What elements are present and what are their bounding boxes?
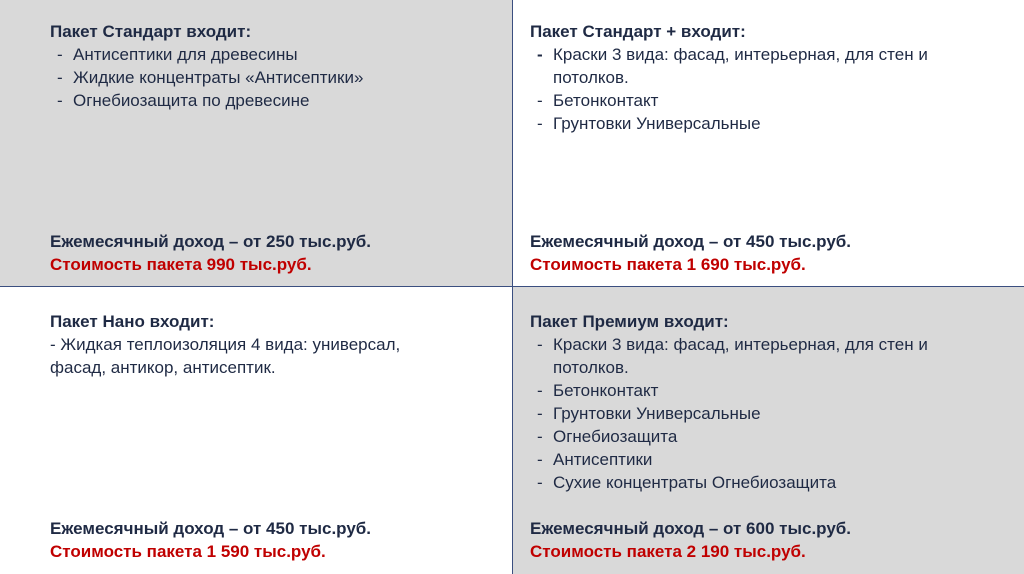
- monthly-income: Ежемесячный доход – от 450 тыс.руб.: [530, 232, 851, 251]
- package-footer: [50, 517, 503, 563]
- list-item: [530, 43, 1004, 89]
- package-premium-content: [530, 310, 1004, 494]
- package-footer: [530, 230, 1014, 276]
- package-title: Пакет Стандарт входит:: [50, 22, 252, 41]
- list-dash: -: [537, 473, 543, 492]
- package-standard-plus: [513, 0, 1024, 286]
- list-item: [50, 43, 493, 66]
- list-item: [530, 402, 1004, 425]
- package-items: [50, 43, 493, 112]
- list-item-text: Антисептики: [553, 450, 653, 469]
- list-item: [530, 89, 1004, 112]
- monthly-income: Ежемесячный доход – от 450 тыс.руб.: [50, 519, 371, 538]
- list-item-text: Огнебиозащита по древесине: [73, 91, 310, 110]
- package-items: [530, 333, 1004, 494]
- package-items: [530, 43, 1004, 135]
- list-item-text: Бетонконтакт: [553, 381, 659, 400]
- package-standard-plus-content: [530, 20, 1004, 135]
- package-description: - Жидкая теплоизоляция 4 вида: универсал, фасад, антикор, антисептик.: [50, 335, 401, 377]
- horizontal-divider: [0, 286, 1024, 287]
- monthly-income: Ежемесячный доход – от 600 тыс.руб.: [530, 519, 851, 538]
- list-item-text: Бетонконтакт: [553, 91, 659, 110]
- list-item: [530, 333, 1004, 379]
- package-title: Пакет Стандарт + входит:: [530, 22, 746, 41]
- package-price: Стоимость пакета 990 тыс.руб.: [50, 255, 312, 274]
- package-standard: [0, 0, 513, 286]
- list-dash: -: [537, 427, 543, 446]
- package-nano-content: [50, 310, 453, 379]
- package-premium: [513, 286, 1024, 574]
- package-title: Пакет Премиум входит:: [530, 312, 729, 331]
- package-price: Стоимость пакета 1 590 тыс.руб.: [50, 542, 326, 561]
- list-dash: -: [537, 335, 543, 354]
- list-item: [530, 425, 1004, 448]
- list-item: [50, 66, 493, 89]
- package-standard-content: [50, 20, 493, 112]
- list-item-text: Краски 3 вида: фасад, интерьерная, для стен и потолков.: [553, 45, 928, 87]
- list-item-text: Краски 3 вида: фасад, интерьерная, для стен и потолков.: [553, 335, 928, 377]
- package-nano: [0, 286, 513, 574]
- package-footer: [530, 517, 1014, 563]
- list-dash: -: [537, 381, 543, 400]
- package-footer: [50, 230, 503, 276]
- list-item-text: Грунтовки Универсальные: [553, 114, 761, 133]
- package-price: Стоимость пакета 1 690 тыс.руб.: [530, 255, 806, 274]
- list-item: [530, 471, 1004, 494]
- list-item: [530, 448, 1004, 471]
- list-dash: -: [537, 404, 543, 423]
- list-item-text: Грунтовки Универсальные: [553, 404, 761, 423]
- vertical-divider: [512, 0, 513, 574]
- list-dash: -: [537, 45, 543, 64]
- list-dash: -: [57, 91, 63, 110]
- list-item-text: Антисептики для древесины: [73, 45, 298, 64]
- list-item: [50, 89, 493, 112]
- list-dash: -: [57, 45, 63, 64]
- list-item-text: Сухие концентраты Огнебиозащита: [553, 473, 837, 492]
- list-dash: -: [57, 68, 63, 87]
- package-title: Пакет Нано входит:: [50, 312, 215, 331]
- list-item-text: Жидкие концентраты «Антисептики»: [73, 68, 364, 87]
- package-price: Стоимость пакета 2 190 тыс.руб.: [530, 542, 806, 561]
- list-item: [530, 379, 1004, 402]
- list-dash: -: [537, 114, 543, 133]
- list-item: [530, 112, 1004, 135]
- monthly-income: Ежемесячный доход – от 250 тыс.руб.: [50, 232, 371, 251]
- list-dash: -: [537, 450, 543, 469]
- list-item-text: Огнебиозащита: [553, 427, 678, 446]
- list-dash: -: [537, 91, 543, 110]
